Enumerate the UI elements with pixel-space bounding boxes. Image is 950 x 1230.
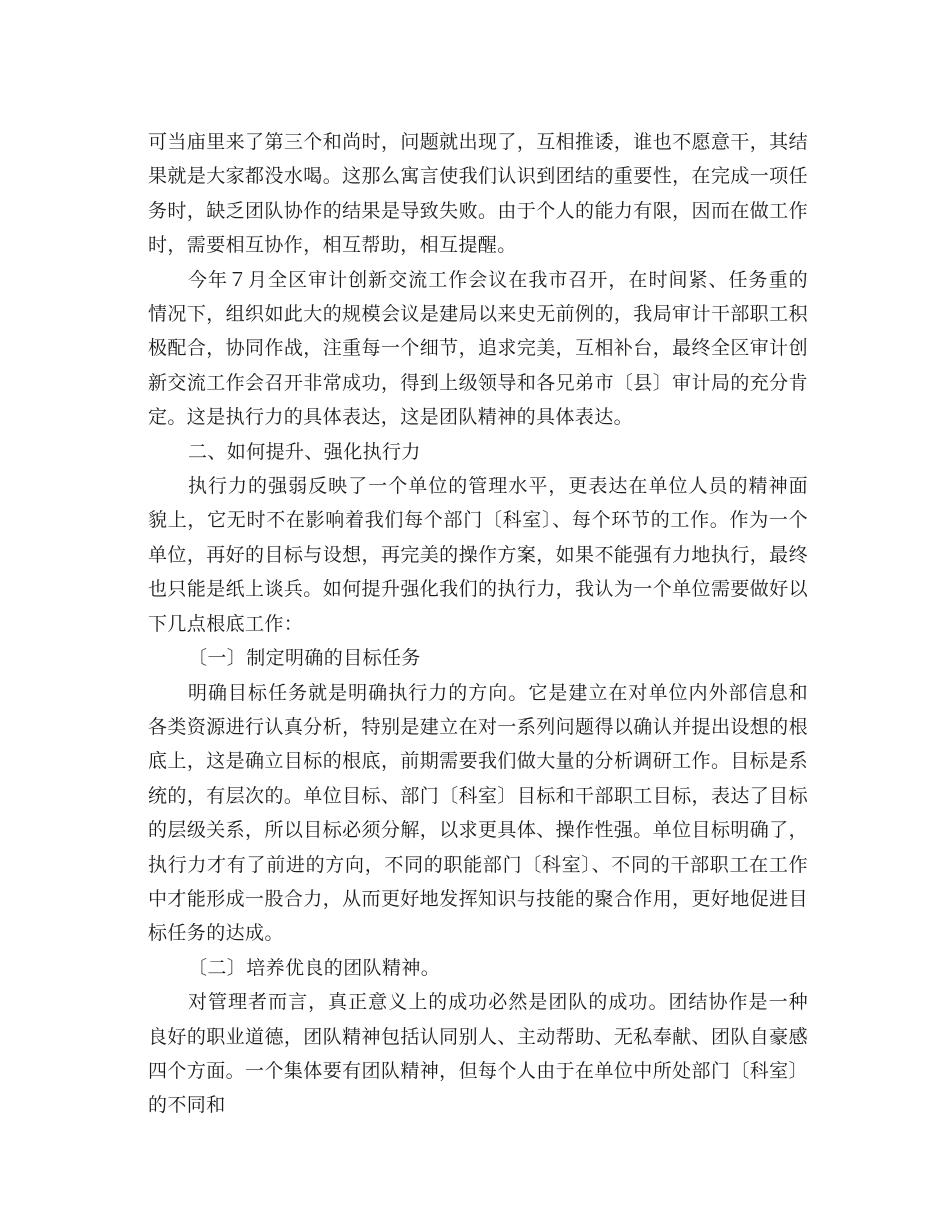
paragraph-audit-conference: 今年７月全区审计创新交流工作会议在我市召开，在时间紧、任务重的情况下，组织如此大的规模会议是建局以来史无前例的，我局审计干部职工积极配合，协同作战，注重每一个细节，追求完美，互相补台，最终全区审计创新交流工作会召开非常成功，得到上级领导和各兄弟市〔县〕审计局的充分肯定。这是执行力的具体表达，这是团队精神的具体表达。 xyxy=(148,268,808,429)
section-heading-execution: 二、如何提升、强化执行力 xyxy=(188,440,421,463)
paragraph-clear-goals: 明确目标任务就是明确执行力的方向。它是建立在对单位内外部信息和各类资源进行认真分析，特别是建立在对一系列问题得以确认并提出设想的根底上，这是确立目标的根底，前期需要我们做大量的分析调研工作。目标是系统的，有层次的。单位目标、部门〔科室〕目标和干部职工目标，表达了目标的层级关系，所以目标必须分解，以求更具体、操作性强。单位目标明确了，执行力才有了前进的方向，不同的职能部门〔科室〕、不同的干部职工在工作中才能形成一股合力，从而更好地发挥知识与技能的聚合作用，更好地促进目标任务的达成。 xyxy=(148,681,808,945)
paragraph-execution-strength: 执行力的强弱反映了一个单位的管理水平，更表达在单位人员的精神面貌上，它无时不在影响着我们每个部门〔科室〕、每个环节的工作。作为一个单位，再好的目标与设想，再完美的操作方案，如果不能强有力地执行，最终也只能是纸上谈兵。如何提升强化我们的执行力，我认为一个单位需要做好以下几点根底工作： xyxy=(148,475,808,635)
subheading-team-spirit: 〔二〕培养优良的团队精神。 xyxy=(188,956,441,979)
paragraph-monk-fable: 可当庙里来了第三个和尚时，问题就出现了，互相推诿，谁也不愿意干，其结果就是大家都没水喝。这那么寓言使我们认识到团结的重要性，在完成一项任务时，缺乏团队协作的结果是导致失败。由于个人的能力有限，因而在做工作时，需要相互协作，相互帮助，相互提醒。 xyxy=(148,131,808,257)
paragraph-team-spirit: 对管理者而言，真正意义上的成功必然是团队的成功。团结协作是一种良好的职业道德，团队精神包括认同别人、主动帮助、无私奉献、团队自豪感四个方面。一个集体要有团队精神，但每个人由于在单位中所处部门〔科室〕的不同和 xyxy=(148,991,808,1117)
document-body xyxy=(148,125,808,1123)
subheading-clear-goals: 〔一〕制定明确的目标任务 xyxy=(188,647,421,670)
